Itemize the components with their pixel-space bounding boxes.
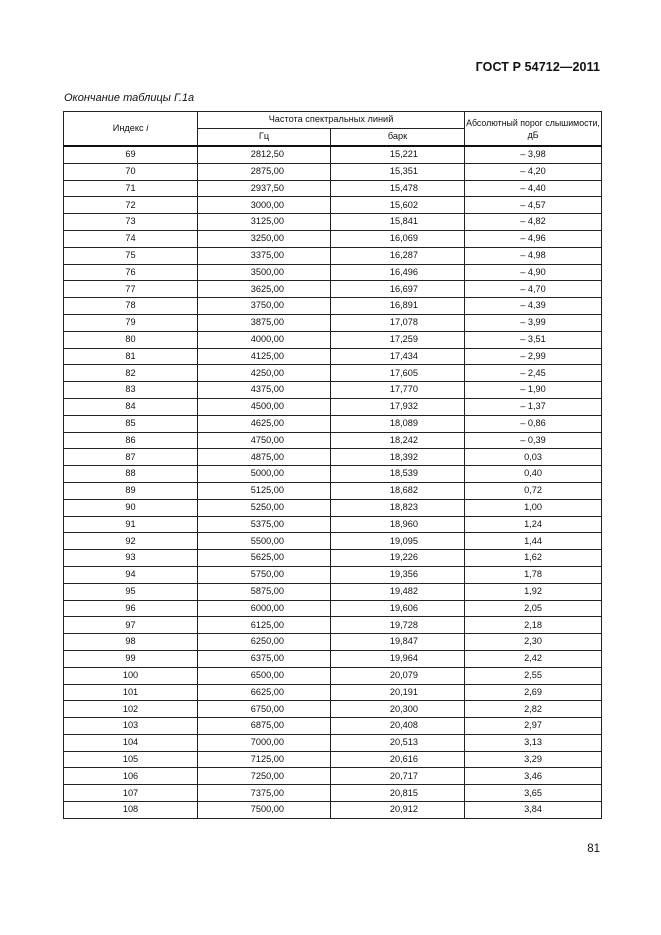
cell-index: 75 — [64, 247, 198, 264]
cell-bark: 15,602 — [331, 197, 465, 214]
table-row — [64, 214, 602, 231]
cell-hz: 6000,00 — [198, 600, 331, 617]
cell-index: 95 — [64, 583, 198, 600]
cell-index: 73 — [64, 214, 198, 231]
cell-index: 106 — [64, 768, 198, 785]
cell-bark: 19,095 — [331, 533, 465, 550]
cell-threshold: – 4,96 — [465, 230, 602, 247]
cell-index: 99 — [64, 650, 198, 667]
cell-bark: 19,728 — [331, 617, 465, 634]
cell-threshold: 2,30 — [465, 634, 602, 651]
cell-threshold: – 3,51 — [465, 331, 602, 348]
cell-bark: 17,770 — [331, 382, 465, 399]
cell-index: 101 — [64, 684, 198, 701]
cell-threshold: 3,46 — [465, 768, 602, 785]
table-row — [64, 298, 602, 315]
cell-index: 92 — [64, 533, 198, 550]
table-row — [64, 432, 602, 449]
cell-index: 71 — [64, 180, 198, 197]
table-row — [64, 550, 602, 567]
cell-hz: 5375,00 — [198, 516, 331, 533]
table-row — [64, 482, 602, 499]
cell-threshold: 1,44 — [465, 533, 602, 550]
table-row — [64, 701, 602, 718]
cell-bark: 16,496 — [331, 264, 465, 281]
cell-index: 80 — [64, 331, 198, 348]
table-row — [64, 802, 602, 819]
cell-index: 88 — [64, 466, 198, 483]
header-hz: Гц — [198, 129, 331, 147]
cell-threshold: 0,40 — [465, 466, 602, 483]
cell-hz: 6125,00 — [198, 617, 331, 634]
table-row — [64, 650, 602, 667]
table-row — [64, 516, 602, 533]
cell-hz: 2875,00 — [198, 163, 331, 180]
cell-threshold: – 2,45 — [465, 365, 602, 382]
table-row — [64, 684, 602, 701]
cell-bark: 19,356 — [331, 566, 465, 583]
table-row — [64, 398, 602, 415]
cell-hz: 5000,00 — [198, 466, 331, 483]
cell-index: 97 — [64, 617, 198, 634]
cell-threshold: – 2,99 — [465, 348, 602, 365]
table-row — [64, 566, 602, 583]
table-row — [64, 466, 602, 483]
cell-bark: 16,697 — [331, 281, 465, 298]
cell-threshold: – 4,82 — [465, 214, 602, 231]
cell-bark: 19,606 — [331, 600, 465, 617]
cell-threshold: – 4,90 — [465, 264, 602, 281]
cell-hz: 5875,00 — [198, 583, 331, 600]
cell-hz: 5750,00 — [198, 566, 331, 583]
cell-hz: 7375,00 — [198, 785, 331, 802]
cell-threshold: 2,18 — [465, 617, 602, 634]
cell-hz: 3125,00 — [198, 214, 331, 231]
cell-index: 85 — [64, 415, 198, 432]
cell-bark: 20,912 — [331, 802, 465, 819]
table-row — [64, 180, 602, 197]
table-row — [64, 230, 602, 247]
table-row — [64, 617, 602, 634]
cell-bark: 18,392 — [331, 449, 465, 466]
cell-hz: 3625,00 — [198, 281, 331, 298]
table-row — [64, 197, 602, 214]
cell-hz: 4000,00 — [198, 331, 331, 348]
cell-bark: 18,242 — [331, 432, 465, 449]
cell-index: 79 — [64, 314, 198, 331]
header-index — [64, 112, 198, 147]
cell-bark: 17,259 — [331, 331, 465, 348]
cell-bark: 15,841 — [331, 214, 465, 231]
cell-hz: 4500,00 — [198, 398, 331, 415]
cell-index: 70 — [64, 163, 198, 180]
header-bark: барк — [331, 129, 465, 147]
document-code: ГОСТ Р 54712—2011 — [475, 60, 600, 74]
cell-bark: 18,823 — [331, 499, 465, 516]
cell-bark: 20,513 — [331, 734, 465, 751]
cell-threshold: – 4,57 — [465, 197, 602, 214]
cell-hz: 4375,00 — [198, 382, 331, 399]
cell-hz: 3000,00 — [198, 197, 331, 214]
table-row — [64, 382, 602, 399]
cell-index: 74 — [64, 230, 198, 247]
cell-bark: 20,616 — [331, 751, 465, 768]
cell-bark: 17,078 — [331, 314, 465, 331]
cell-bark: 17,434 — [331, 348, 465, 365]
cell-hz: 7250,00 — [198, 768, 331, 785]
cell-index: 86 — [64, 432, 198, 449]
cell-bark: 19,964 — [331, 650, 465, 667]
cell-threshold: 2,69 — [465, 684, 602, 701]
cell-bark: 15,478 — [331, 180, 465, 197]
cell-threshold: 3,13 — [465, 734, 602, 751]
cell-threshold: 3,84 — [465, 802, 602, 819]
cell-threshold: 1,92 — [465, 583, 602, 600]
cell-hz: 3250,00 — [198, 230, 331, 247]
cell-hz: 4250,00 — [198, 365, 331, 382]
header-absolute-threshold: Абсолютный порог слышимости, дБ — [465, 112, 602, 147]
cell-index: 108 — [64, 802, 198, 819]
cell-bark: 16,287 — [331, 247, 465, 264]
cell-index: 69 — [64, 146, 198, 163]
cell-hz: 3750,00 — [198, 298, 331, 315]
table-row — [64, 499, 602, 516]
cell-threshold: 2,97 — [465, 718, 602, 735]
cell-hz: 5625,00 — [198, 550, 331, 567]
cell-hz: 6875,00 — [198, 718, 331, 735]
cell-threshold: – 3,99 — [465, 314, 602, 331]
cell-index: 91 — [64, 516, 198, 533]
cell-threshold: 0,03 — [465, 449, 602, 466]
cell-hz: 3875,00 — [198, 314, 331, 331]
cell-threshold: – 0,86 — [465, 415, 602, 432]
table-row — [64, 348, 602, 365]
cell-bark: 20,191 — [331, 684, 465, 701]
cell-hz: 4125,00 — [198, 348, 331, 365]
threshold-table — [63, 111, 602, 819]
table-row — [64, 583, 602, 600]
cell-bark: 20,815 — [331, 785, 465, 802]
cell-threshold: 1,78 — [465, 566, 602, 583]
header-frequency: Частота спектральных линий — [198, 112, 465, 129]
cell-bark: 19,482 — [331, 583, 465, 600]
cell-hz: 2937,50 — [198, 180, 331, 197]
cell-threshold: – 3,98 — [465, 146, 602, 163]
cell-hz: 2812,50 — [198, 146, 331, 163]
cell-threshold: 3,65 — [465, 785, 602, 802]
cell-bark: 18,960 — [331, 516, 465, 533]
table-row — [64, 146, 602, 163]
cell-threshold: 2,42 — [465, 650, 602, 667]
cell-hz: 4875,00 — [198, 449, 331, 466]
cell-threshold: 1,00 — [465, 499, 602, 516]
cell-index: 100 — [64, 667, 198, 684]
table-row — [64, 768, 602, 785]
cell-index: 96 — [64, 600, 198, 617]
cell-hz: 4625,00 — [198, 415, 331, 432]
table-caption: Окончание таблицы Г.1а — [64, 92, 195, 104]
cell-index: 81 — [64, 348, 198, 365]
cell-hz: 7500,00 — [198, 802, 331, 819]
cell-index: 102 — [64, 701, 198, 718]
cell-bark: 17,605 — [331, 365, 465, 382]
table-row — [64, 718, 602, 735]
cell-bark: 20,408 — [331, 718, 465, 735]
header-index-variable: i — [146, 122, 149, 133]
cell-threshold: 2,05 — [465, 600, 602, 617]
table-row — [64, 600, 602, 617]
cell-index: 72 — [64, 197, 198, 214]
cell-bark: 15,351 — [331, 163, 465, 180]
table-body — [64, 146, 602, 818]
cell-bark: 17,932 — [331, 398, 465, 415]
table-row — [64, 734, 602, 751]
cell-threshold: – 4,20 — [465, 163, 602, 180]
cell-index: 84 — [64, 398, 198, 415]
cell-index: 78 — [64, 298, 198, 315]
cell-index: 83 — [64, 382, 198, 399]
table-row — [64, 314, 602, 331]
cell-threshold: – 4,40 — [465, 180, 602, 197]
cell-index: 77 — [64, 281, 198, 298]
cell-index: 98 — [64, 634, 198, 651]
cell-threshold: 0,72 — [465, 482, 602, 499]
cell-hz: 7000,00 — [198, 734, 331, 751]
cell-bark: 18,089 — [331, 415, 465, 432]
cell-bark: 15,221 — [331, 146, 465, 163]
cell-threshold: – 4,39 — [465, 298, 602, 315]
cell-bark: 20,300 — [331, 701, 465, 718]
header-index-label: Индекс — [112, 122, 144, 133]
table-row — [64, 247, 602, 264]
cell-hz: 6500,00 — [198, 667, 331, 684]
cell-threshold: 1,62 — [465, 550, 602, 567]
table-row — [64, 449, 602, 466]
table-row — [64, 163, 602, 180]
cell-index: 103 — [64, 718, 198, 735]
cell-threshold: 1,24 — [465, 516, 602, 533]
cell-bark: 18,682 — [331, 482, 465, 499]
table-row — [64, 365, 602, 382]
cell-hz: 6250,00 — [198, 634, 331, 651]
table-row — [64, 415, 602, 432]
table-row — [64, 533, 602, 550]
cell-threshold: – 4,98 — [465, 247, 602, 264]
cell-bark: 19,847 — [331, 634, 465, 651]
cell-index: 90 — [64, 499, 198, 516]
cell-bark: 16,891 — [331, 298, 465, 315]
cell-bark: 16,069 — [331, 230, 465, 247]
table-row — [64, 281, 602, 298]
cell-bark: 20,079 — [331, 667, 465, 684]
cell-threshold: – 0,39 — [465, 432, 602, 449]
cell-threshold: 2,82 — [465, 701, 602, 718]
cell-bark: 19,226 — [331, 550, 465, 567]
cell-threshold: – 1,90 — [465, 382, 602, 399]
cell-hz: 5500,00 — [198, 533, 331, 550]
cell-threshold: – 4,70 — [465, 281, 602, 298]
cell-index: 104 — [64, 734, 198, 751]
cell-index: 76 — [64, 264, 198, 281]
cell-hz: 6625,00 — [198, 684, 331, 701]
cell-index: 87 — [64, 449, 198, 466]
cell-index: 93 — [64, 550, 198, 567]
cell-hz: 3500,00 — [198, 264, 331, 281]
table-row — [64, 667, 602, 684]
table-row — [64, 634, 602, 651]
cell-threshold: – 1,37 — [465, 398, 602, 415]
cell-hz: 6375,00 — [198, 650, 331, 667]
cell-index: 94 — [64, 566, 198, 583]
cell-threshold: 2,55 — [465, 667, 602, 684]
cell-hz: 5250,00 — [198, 499, 331, 516]
cell-hz: 6750,00 — [198, 701, 331, 718]
cell-index: 89 — [64, 482, 198, 499]
cell-hz: 5125,00 — [198, 482, 331, 499]
cell-index: 107 — [64, 785, 198, 802]
table-row — [64, 331, 602, 348]
page-number: 81 — [587, 843, 600, 855]
table-row — [64, 264, 602, 281]
table-row — [64, 785, 602, 802]
cell-bark: 20,717 — [331, 768, 465, 785]
cell-threshold: 3,29 — [465, 751, 602, 768]
cell-hz: 4750,00 — [198, 432, 331, 449]
cell-bark: 18,539 — [331, 466, 465, 483]
cell-hz: 7125,00 — [198, 751, 331, 768]
cell-hz: 3375,00 — [198, 247, 331, 264]
cell-index: 105 — [64, 751, 198, 768]
cell-index: 82 — [64, 365, 198, 382]
table-row — [64, 751, 602, 768]
